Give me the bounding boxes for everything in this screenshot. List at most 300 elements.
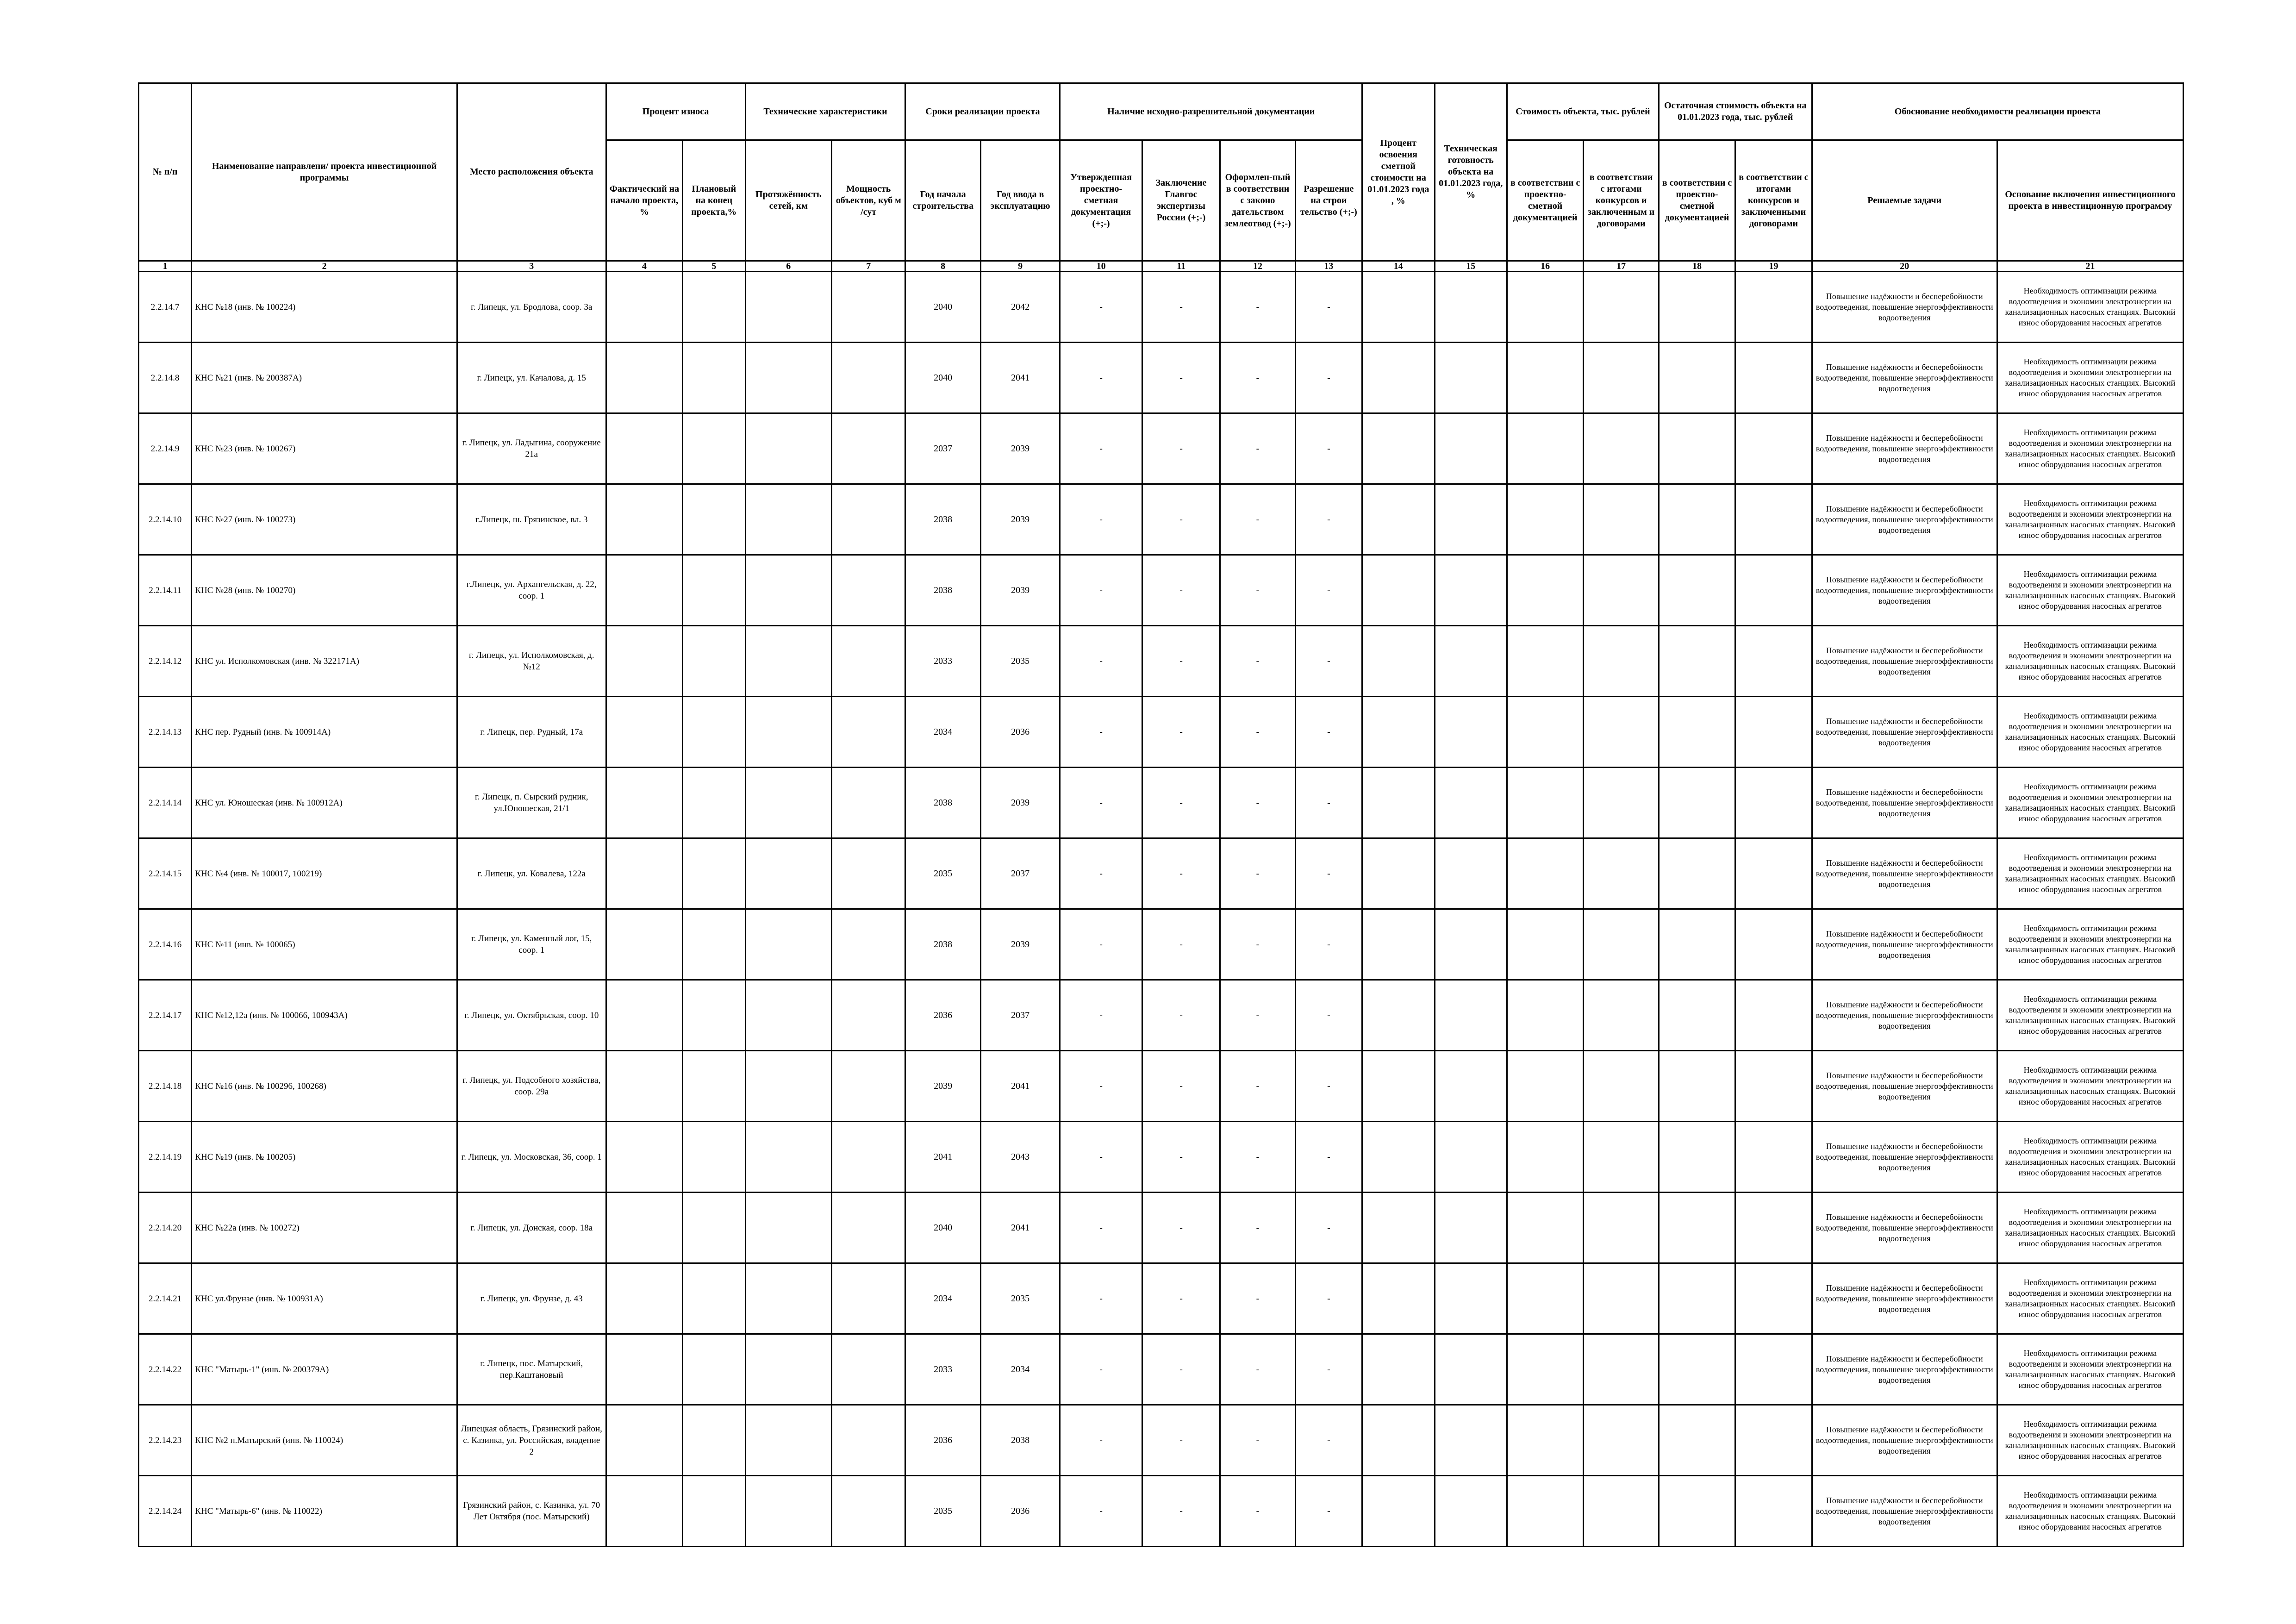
cell-length [745, 909, 832, 980]
column-number: 9 [980, 261, 1060, 272]
table-row [139, 626, 2184, 697]
cell-cost-contracts [1584, 1122, 1659, 1193]
cell-cost-progress [1362, 697, 1435, 768]
cell-psd: - [1060, 343, 1142, 413]
cell-location: г. Липецк, ул. Ладыгина, сооружение 21а [457, 413, 606, 484]
cell-resid-psd [1659, 697, 1735, 768]
column-number: 3 [457, 261, 606, 272]
cell-object-name: КНС пер. Рудный (инв. № 100914А) [192, 697, 457, 768]
cell-resid-contracts [1735, 697, 1812, 768]
cell-tasks: Повышение надёжности и бесперебойности водоотведения, повышение энергоэффективности водоотведения [1812, 909, 1997, 980]
cell-start-year: 2036 [905, 980, 980, 1051]
cell-wear-actual [606, 1122, 682, 1193]
cell-number: 2.2.14.8 [139, 343, 192, 413]
cell-start-year: 2040 [905, 272, 980, 343]
cell-readiness [1435, 1334, 1507, 1405]
cell-tasks: Повышение надёжности и бесперебойности водоотведения, повышение энергоэффективности водоотведения [1812, 697, 1997, 768]
cell-psd: - [1060, 697, 1142, 768]
cell-cost-progress [1362, 484, 1435, 555]
cell-length [745, 838, 832, 909]
cell-wear-plan [683, 980, 745, 1051]
table-row [139, 909, 2184, 980]
cell-psd: - [1060, 909, 1142, 980]
cell-resid-contracts [1735, 413, 1812, 484]
cell-tasks: Повышение надёжности и бесперебойности водоотведения, повышение энергоэффективности водоотведения [1812, 555, 1997, 626]
cell-readiness [1435, 555, 1507, 626]
cell-permit: - [1295, 413, 1362, 484]
cell-basis: Необходимость оптимизации режима водоотведения и экономии электроэнергии на канализационных насосных станциях. Высокий износ оборудования насосных агрегатов [1997, 1051, 2183, 1122]
cell-cost-contracts [1584, 1263, 1659, 1334]
cell-cost-psd [1507, 697, 1583, 768]
column-number: 6 [745, 261, 832, 272]
cell-end-year: 2035 [980, 1263, 1060, 1334]
cell-cost-psd [1507, 555, 1583, 626]
cell-number: 2.2.14.23 [139, 1405, 192, 1476]
cell-permit: - [1295, 1334, 1362, 1405]
cell-length [745, 768, 832, 838]
column-number: 5 [683, 261, 745, 272]
cell-object-name: КНС №22а (инв. № 100272) [192, 1193, 457, 1263]
cell-permit: - [1295, 909, 1362, 980]
cell-readiness [1435, 909, 1507, 980]
cell-basis: Необходимость оптимизации режима водоотведения и экономии электроэнергии на канализационных насосных станциях. Высокий износ оборудования насосных агрегатов [1997, 555, 2183, 626]
column-number: 16 [1507, 261, 1583, 272]
cell-expertise: - [1142, 272, 1220, 343]
cell-location: г. Липецк, ул. Бродлова, соор. 3а [457, 272, 606, 343]
cell-psd: - [1060, 626, 1142, 697]
cell-wear-actual [606, 980, 682, 1051]
cell-resid-psd [1659, 838, 1735, 909]
cell-length [745, 1193, 832, 1263]
cell-psd: - [1060, 768, 1142, 838]
cell-resid-psd [1659, 1122, 1735, 1193]
cell-basis: Необходимость оптимизации режима водоотведения и экономии электроэнергии на канализационных насосных станциях. Высокий износ оборудования насосных агрегатов [1997, 1405, 2183, 1476]
cell-start-year: 2039 [905, 1051, 980, 1122]
cell-land: - [1220, 484, 1295, 555]
cell-location: г. Липецк, ул. Ковалева, 122а [457, 838, 606, 909]
cell-wear-plan [683, 1051, 745, 1122]
cell-readiness [1435, 1122, 1507, 1193]
cell-number: 2.2.14.20 [139, 1193, 192, 1263]
column-number: 8 [905, 261, 980, 272]
cell-start-year: 2040 [905, 1193, 980, 1263]
cell-capacity [832, 1405, 905, 1476]
table-row [139, 1405, 2184, 1476]
column-number: 20 [1812, 261, 1997, 272]
cell-basis: Необходимость оптимизации режима водоотведения и экономии электроэнергии на канализационных насосных станциях. Высокий износ оборудования насосных агрегатов [1997, 626, 2183, 697]
cell-basis: Необходимость оптимизации режима водоотведения и экономии электроэнергии на канализационных насосных станциях. Высокий износ оборудования насосных агрегатов [1997, 343, 2183, 413]
cell-wear-plan [683, 272, 745, 343]
cell-cost-psd [1507, 484, 1583, 555]
cell-location: г. Липецк, ул. Качалова, д. 15 [457, 343, 606, 413]
col-basis-header: Основание включения инвестиционного проекта в инвестиционную программу [1997, 140, 2183, 261]
cell-basis: Необходимость оптимизации режима водоотведения и экономии электроэнергии на канализационных насосных станциях. Высокий износ оборудования насосных агрегатов [1997, 1263, 2183, 1334]
cell-object-name: КНС №4 (инв. № 100017, 100219) [192, 838, 457, 909]
table-body [139, 272, 2184, 1547]
cell-object-name: КНС №18 (инв. № 100224) [192, 272, 457, 343]
cell-wear-plan [683, 626, 745, 697]
cell-wear-actual [606, 1051, 682, 1122]
cell-resid-psd [1659, 909, 1735, 980]
cell-tasks: Повышение надёжности и бесперебойности водоотведения, повышение энергоэффективности водоотведения [1812, 272, 1997, 343]
cell-length [745, 626, 832, 697]
cell-cost-progress [1362, 1405, 1435, 1476]
cell-capacity [832, 484, 905, 555]
table-row [139, 1193, 2184, 1263]
cell-tasks: Повышение надёжности и бесперебойности водоотведения, повышение энергоэффективности водоотведения [1812, 343, 1997, 413]
cell-land: - [1220, 413, 1295, 484]
cell-object-name: КНС №27 (инв. № 100273) [192, 484, 457, 555]
table-row [139, 484, 2184, 555]
cell-expertise: - [1142, 1263, 1220, 1334]
table-row [139, 272, 2184, 343]
cell-number: 2.2.14.18 [139, 1051, 192, 1122]
cell-psd: - [1060, 1405, 1142, 1476]
cell-number: 2.2.14.21 [139, 1263, 192, 1334]
col-expertise-header: Заключение Главгос экспертизы России (+;-) [1142, 140, 1220, 261]
cell-tasks: Повышение надёжности и бесперебойности водоотведения, повышение энергоэффективности водоотведения [1812, 1193, 1997, 1263]
cell-cost-contracts [1584, 697, 1659, 768]
cell-cost-progress [1362, 1051, 1435, 1122]
col-permit-header: Разрешение на строи тельство (+;-) [1295, 140, 1362, 261]
col-psd-header: Утвержденная проектно-сметная документация (+;-) [1060, 140, 1142, 261]
cell-wear-actual [606, 484, 682, 555]
cell-location: г. Липецк, ул. Исполкомовская, д. №12 [457, 626, 606, 697]
cell-psd: - [1060, 272, 1142, 343]
group-cost-header: Стоимость объекта, тыс. рублей [1507, 83, 1659, 140]
cell-psd: - [1060, 838, 1142, 909]
cell-tasks: Повышение надёжности и бесперебойности водоотведения, повышение энергоэффективности водоотведения [1812, 1476, 1997, 1547]
cell-wear-actual [606, 768, 682, 838]
cell-start-year: 2038 [905, 555, 980, 626]
cell-wear-actual [606, 272, 682, 343]
cell-capacity [832, 980, 905, 1051]
table-row [139, 980, 2184, 1051]
cell-cost-progress [1362, 980, 1435, 1051]
cell-number: 2.2.14.16 [139, 909, 192, 980]
cell-resid-contracts [1735, 484, 1812, 555]
cell-permit: - [1295, 697, 1362, 768]
cell-permit: - [1295, 980, 1362, 1051]
cell-cost-contracts [1584, 909, 1659, 980]
cell-length [745, 555, 832, 626]
cell-expertise: - [1142, 768, 1220, 838]
cell-wear-plan [683, 1334, 745, 1405]
cell-start-year: 2033 [905, 626, 980, 697]
cell-land: - [1220, 838, 1295, 909]
cell-location: Грязинский район, с. Казинка, ул. 70 Лет Октября (пос. Матырский) [457, 1476, 606, 1547]
table-row [139, 697, 2184, 768]
cell-wear-actual [606, 343, 682, 413]
cell-readiness [1435, 626, 1507, 697]
table-header [139, 83, 2184, 272]
cell-cost-progress [1362, 555, 1435, 626]
cell-resid-contracts [1735, 980, 1812, 1051]
cell-cost-progress [1362, 838, 1435, 909]
cell-object-name: КНС ул.Фрунзе (инв. № 100931А) [192, 1263, 457, 1334]
cell-cost-progress [1362, 1334, 1435, 1405]
cell-capacity [832, 413, 905, 484]
column-number: 4 [606, 261, 682, 272]
cell-land: - [1220, 555, 1295, 626]
cell-tasks: Повышение надёжности и бесперебойности водоотведения, повышение энергоэффективности водоотведения [1812, 626, 1997, 697]
cell-readiness [1435, 768, 1507, 838]
cell-land: - [1220, 1263, 1295, 1334]
cell-tasks: Повышение надёжности и бесперебойности водоотведения, повышение энергоэффективности водоотведения [1812, 768, 1997, 838]
cell-object-name: КНС №11 (инв. № 100065) [192, 909, 457, 980]
cell-expertise: - [1142, 555, 1220, 626]
cell-readiness [1435, 272, 1507, 343]
cell-wear-plan [683, 768, 745, 838]
cell-start-year: 2034 [905, 697, 980, 768]
column-number: 14 [1362, 261, 1435, 272]
cell-end-year: 2039 [980, 909, 1060, 980]
cell-basis: Необходимость оптимизации режима водоотведения и экономии электроэнергии на канализационных насосных станциях. Высокий износ оборудования насосных агрегатов [1997, 413, 2183, 484]
cell-object-name: КНС ул. Исполкомовская (инв. № 322171А) [192, 626, 457, 697]
cell-capacity [832, 768, 905, 838]
cell-cost-progress [1362, 1122, 1435, 1193]
cell-permit: - [1295, 1122, 1362, 1193]
cell-cost-contracts [1584, 1476, 1659, 1547]
cell-cost-progress [1362, 909, 1435, 980]
cell-resid-contracts [1735, 838, 1812, 909]
cell-basis: Необходимость оптимизации режима водоотведения и экономии электроэнергии на канализационных насосных станциях. Высокий износ оборудования насосных агрегатов [1997, 484, 2183, 555]
cell-length [745, 343, 832, 413]
cell-land: - [1220, 272, 1295, 343]
cell-land: - [1220, 697, 1295, 768]
cell-expertise: - [1142, 1476, 1220, 1547]
investment-program-sheet [138, 82, 2184, 1547]
cell-cost-contracts [1584, 1405, 1659, 1476]
cell-cost-psd [1507, 1193, 1583, 1263]
cell-end-year: 2039 [980, 484, 1060, 555]
table-row [139, 1476, 2184, 1547]
column-number: 21 [1997, 261, 2183, 272]
cell-readiness [1435, 838, 1507, 909]
cell-cost-contracts [1584, 343, 1659, 413]
cell-wear-plan [683, 343, 745, 413]
cell-tasks: Повышение надёжности и бесперебойности водоотведения, повышение энергоэффективности водоотведения [1812, 980, 1997, 1051]
col-tasks-header: Решаемые задачи [1812, 140, 1997, 261]
cell-cost-psd [1507, 626, 1583, 697]
cell-end-year: 2037 [980, 980, 1060, 1051]
cell-cost-psd [1507, 1405, 1583, 1476]
cell-permit: - [1295, 555, 1362, 626]
cell-number: 2.2.14.10 [139, 484, 192, 555]
cell-capacity [832, 1122, 905, 1193]
cell-tasks: Повышение надёжности и бесперебойности водоотведения, повышение энергоэффективности водоотведения [1812, 1122, 1997, 1193]
cell-object-name: КНС "Матырь-1" (инв. № 200379А) [192, 1334, 457, 1405]
cell-readiness [1435, 413, 1507, 484]
column-number: 18 [1659, 261, 1735, 272]
cell-permit: - [1295, 1263, 1362, 1334]
cell-resid-contracts [1735, 1051, 1812, 1122]
cell-land: - [1220, 980, 1295, 1051]
cell-cost-psd [1507, 1476, 1583, 1547]
cell-length [745, 1476, 832, 1547]
cell-expertise: - [1142, 1193, 1220, 1263]
cell-cost-contracts [1584, 484, 1659, 555]
cell-capacity [832, 1476, 905, 1547]
cell-basis: Необходимость оптимизации режима водоотведения и экономии электроэнергии на канализационных насосных станциях. Высокий износ оборудования насосных агрегатов [1997, 768, 2183, 838]
cell-readiness [1435, 484, 1507, 555]
cell-end-year: 2038 [980, 1405, 1060, 1476]
cell-start-year: 2036 [905, 1405, 980, 1476]
cell-start-year: 2033 [905, 1334, 980, 1405]
cell-capacity [832, 1263, 905, 1334]
cell-object-name: КНС ул. Юношеская (инв. № 100912А) [192, 768, 457, 838]
cell-length [745, 1405, 832, 1476]
cell-resid-contracts [1735, 272, 1812, 343]
cell-start-year: 2034 [905, 1263, 980, 1334]
cell-wear-plan [683, 1122, 745, 1193]
cell-wear-actual [606, 1405, 682, 1476]
cell-number: 2.2.14.11 [139, 555, 192, 626]
cell-resid-psd [1659, 1193, 1735, 1263]
cell-basis: Необходимость оптимизации режима водоотведения и экономии электроэнергии на канализационных насосных станциях. Высокий износ оборудования насосных агрегатов [1997, 1122, 2183, 1193]
cell-end-year: 2039 [980, 768, 1060, 838]
cell-psd: - [1060, 1334, 1142, 1405]
cell-tasks: Повышение надёжности и бесперебойности водоотведения, повышение энергоэффективности водоотведения [1812, 413, 1997, 484]
column-number: 13 [1295, 261, 1362, 272]
cell-resid-contracts [1735, 1122, 1812, 1193]
cell-location: г. Липецк, пер. Рудный, 17а [457, 697, 606, 768]
cell-expertise: - [1142, 413, 1220, 484]
cell-location: г. Липецк, пос. Матырский, пер.Каштановый [457, 1334, 606, 1405]
cell-land: - [1220, 768, 1295, 838]
cell-location: г. Липецк, ул. Подсобного хозяйства, соор. 29а [457, 1051, 606, 1122]
cell-basis: Необходимость оптимизации режима водоотведения и экономии электроэнергии на канализационных насосных станциях. Высокий износ оборудования насосных агрегатов [1997, 272, 2183, 343]
cell-number: 2.2.14.22 [139, 1334, 192, 1405]
cell-expertise: - [1142, 1051, 1220, 1122]
table-row [139, 1051, 2184, 1122]
col-resid-psd-header: в соответствии с проектно-сметной документацией [1659, 140, 1735, 261]
cell-psd: - [1060, 980, 1142, 1051]
cell-cost-psd [1507, 768, 1583, 838]
col-wear-plan-header: Плановый на конец проекта,% [683, 140, 745, 261]
cell-start-year: 2038 [905, 768, 980, 838]
column-number: 11 [1142, 261, 1220, 272]
cell-cost-contracts [1584, 1051, 1659, 1122]
cell-cost-contracts [1584, 980, 1659, 1051]
cell-capacity [832, 626, 905, 697]
cell-wear-actual [606, 413, 682, 484]
cell-resid-psd [1659, 980, 1735, 1051]
cell-resid-psd [1659, 555, 1735, 626]
cell-psd: - [1060, 1122, 1142, 1193]
cell-resid-contracts [1735, 909, 1812, 980]
cell-end-year: 2039 [980, 413, 1060, 484]
col-land-header: Оформлен-ный в соответствии с законо дательством землеотвод (+;-) [1220, 140, 1295, 261]
cell-location: г. Липецк, ул. Московская, 36, соор. 1 [457, 1122, 606, 1193]
cell-number: 2.2.14.13 [139, 697, 192, 768]
cell-resid-contracts [1735, 626, 1812, 697]
cell-resid-contracts [1735, 555, 1812, 626]
table-row [139, 1334, 2184, 1405]
column-number: 10 [1060, 261, 1142, 272]
cell-permit: - [1295, 343, 1362, 413]
cell-end-year: 2042 [980, 272, 1060, 343]
cell-permit: - [1295, 768, 1362, 838]
column-number: 19 [1735, 261, 1812, 272]
cell-capacity [832, 909, 905, 980]
cell-resid-psd [1659, 768, 1735, 838]
group-residual-header: Остаточная стоимость объекта на 01.01.2023 года, тыс. рублей [1659, 83, 1812, 140]
cell-permit: - [1295, 1405, 1362, 1476]
cell-length [745, 1051, 832, 1122]
cell-resid-psd [1659, 626, 1735, 697]
cell-permit: - [1295, 1193, 1362, 1263]
cell-wear-actual [606, 1263, 682, 1334]
cell-tasks: Повышение надёжности и бесперебойности водоотведения, повышение энергоэффективности водоотведения [1812, 1405, 1997, 1476]
cell-length [745, 1334, 832, 1405]
cell-location: г. Липецк, ул. Октябрьская, соор. 10 [457, 980, 606, 1051]
cell-resid-psd [1659, 1476, 1735, 1547]
cell-basis: Необходимость оптимизации режима водоотведения и экономии электроэнергии на канализационных насосных станциях. Высокий износ оборудования насосных агрегатов [1997, 697, 2183, 768]
cell-cost-psd [1507, 838, 1583, 909]
cell-cost-contracts [1584, 838, 1659, 909]
column-number: 15 [1435, 261, 1507, 272]
cell-end-year: 2039 [980, 555, 1060, 626]
col-num-header: № п/п [139, 83, 192, 261]
cell-psd: - [1060, 484, 1142, 555]
cell-expertise: - [1142, 1334, 1220, 1405]
col-cost-progress-header: Процент освоения сметной стоимости на 01.01.2023 года , % [1362, 83, 1435, 261]
cell-end-year: 2041 [980, 1193, 1060, 1263]
cell-cost-psd [1507, 343, 1583, 413]
cell-resid-contracts [1735, 1334, 1812, 1405]
cell-readiness [1435, 1476, 1507, 1547]
cell-capacity [832, 838, 905, 909]
cell-expertise: - [1142, 626, 1220, 697]
cell-cost-psd [1507, 1122, 1583, 1193]
col-wear-actual-header: Фактический на начало проекта, % [606, 140, 682, 261]
cell-permit: - [1295, 1476, 1362, 1547]
cell-land: - [1220, 1122, 1295, 1193]
cell-cost-psd [1507, 272, 1583, 343]
cell-expertise: - [1142, 980, 1220, 1051]
cell-expertise: - [1142, 697, 1220, 768]
cell-wear-actual [606, 555, 682, 626]
column-numbers-row [139, 261, 2184, 272]
cell-wear-actual [606, 697, 682, 768]
cell-readiness [1435, 343, 1507, 413]
cell-readiness [1435, 980, 1507, 1051]
cell-capacity [832, 1051, 905, 1122]
column-number: 1 [139, 261, 192, 272]
cell-readiness [1435, 1193, 1507, 1263]
cell-tasks: Повышение надёжности и бесперебойности водоотведения, повышение энергоэффективности водоотведения [1812, 484, 1997, 555]
cell-psd: - [1060, 1263, 1142, 1334]
cell-cost-contracts [1584, 768, 1659, 838]
col-readiness-header: Техническая готовность объекта на 01.01.2023 года, % [1435, 83, 1507, 261]
table-row [139, 768, 2184, 838]
cell-wear-plan [683, 555, 745, 626]
group-docs-header: Наличие исходно-разрешительной документации [1060, 83, 1362, 140]
cell-cost-contracts [1584, 1334, 1659, 1405]
cell-readiness [1435, 1051, 1507, 1122]
cell-resid-psd [1659, 1263, 1735, 1334]
cell-capacity [832, 272, 905, 343]
cell-psd: - [1060, 1476, 1142, 1547]
cell-cost-progress [1362, 768, 1435, 838]
cell-land: - [1220, 1405, 1295, 1476]
table-row [139, 413, 2184, 484]
cell-expertise: - [1142, 484, 1220, 555]
cell-permit: - [1295, 484, 1362, 555]
cell-resid-psd [1659, 1334, 1735, 1405]
cell-basis: Необходимость оптимизации режима водоотведения и экономии электроэнергии на канализационных насосных станциях. Высокий износ оборудования насосных агрегатов [1997, 1193, 2183, 1263]
